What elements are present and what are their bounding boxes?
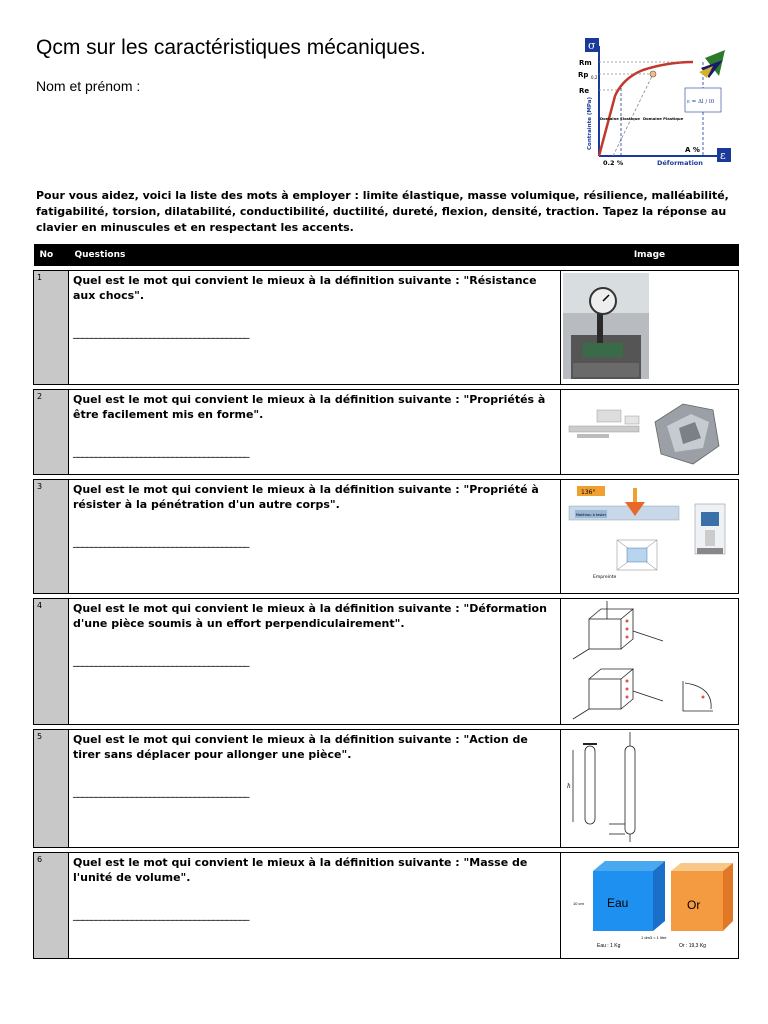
eau-mass-label: Eau : 1 Kg bbox=[597, 943, 621, 949]
volume-label: 1 dm3 = 1 litre bbox=[641, 935, 667, 940]
row-number: 4 bbox=[34, 599, 69, 725]
answer-line[interactable]: _______________________________________ bbox=[73, 535, 249, 548]
image-cell bbox=[561, 853, 739, 959]
hardness-imprint-label: Empreinte bbox=[593, 575, 617, 580]
answer-line[interactable]: _______________________________________ bbox=[73, 908, 249, 921]
impact-tester-photo bbox=[563, 273, 649, 379]
question-cell bbox=[69, 480, 561, 594]
eau-label: Eau bbox=[607, 896, 629, 910]
question-text: Quel est le mot qui convient le mieux à la définition suivante : "Propriétés à être facilement mis en forme". bbox=[73, 393, 546, 421]
page-title: Qcm sur les caractéristiques mécaniques. bbox=[36, 36, 426, 59]
epsilon-label: ε bbox=[720, 149, 726, 162]
density-cubes-diagram bbox=[563, 855, 735, 955]
y-axis-label: Contrainte (MPa) bbox=[587, 97, 593, 150]
table-header-row bbox=[34, 244, 739, 266]
rp-subscript: 0,2 bbox=[591, 75, 598, 80]
image-cell bbox=[561, 480, 739, 594]
rp-label: Rp bbox=[578, 71, 589, 79]
header-image: Image bbox=[561, 244, 739, 266]
answer-line[interactable]: _______________________________________ bbox=[73, 326, 249, 339]
question-text: Quel est le mot qui convient le mieux à la définition suivante : "Masse de l'unité de volume". bbox=[73, 856, 528, 884]
image-cell bbox=[561, 390, 739, 475]
or-mass-label: Or : 19,3 Kg bbox=[679, 943, 706, 949]
question-cell bbox=[69, 390, 561, 475]
answer-line[interactable]: _______________________________________ bbox=[73, 654, 249, 667]
table-row bbox=[34, 599, 739, 725]
elastic-zone-label: Domaine Elastique bbox=[600, 116, 641, 121]
question-text: Quel est le mot qui convient le mieux à la définition suivante : "Déformation d'une pièce soumis à un effort perpendiculairement". bbox=[73, 602, 547, 630]
plastic-zone-label: Domaine Plastique bbox=[643, 116, 684, 121]
a-percent-label: A % bbox=[685, 146, 700, 154]
offset-label: 0.2 % bbox=[603, 159, 624, 167]
hardness-material-label: Matériau à tester bbox=[576, 513, 607, 517]
image-cell bbox=[561, 730, 739, 848]
re-label: Re bbox=[579, 87, 590, 95]
row-number: 5 bbox=[34, 730, 69, 848]
question-text: Quel est le mot qui convient le mieux à la définition suivante : "Résistance aux chocs". bbox=[73, 274, 537, 302]
question-cell bbox=[69, 730, 561, 848]
cube-dimension-label: 10 cm bbox=[573, 901, 584, 906]
row-number: 3 bbox=[34, 480, 69, 594]
table-row bbox=[34, 390, 739, 475]
sigma-label: σ bbox=[588, 39, 596, 52]
table-row bbox=[34, 853, 739, 959]
answer-line[interactable]: _______________________________________ bbox=[73, 445, 249, 458]
malleable-metal-photo bbox=[563, 392, 735, 472]
x-axis-label: Déformation bbox=[657, 159, 703, 167]
or-label: Or bbox=[687, 898, 701, 912]
flexion-diagram bbox=[563, 601, 735, 721]
table-row bbox=[34, 271, 739, 385]
row-number: 2 bbox=[34, 390, 69, 475]
row-number: 1 bbox=[34, 271, 69, 385]
row-number: 6 bbox=[34, 853, 69, 959]
table-row bbox=[34, 730, 739, 848]
qcm-table bbox=[33, 244, 739, 959]
question-text: Quel est le mot qui convient le mieux à la définition suivante : "Propriété à résister à la pénétration d'un autre corps". bbox=[73, 483, 539, 511]
table-row bbox=[34, 480, 739, 594]
question-cell bbox=[69, 271, 561, 385]
traction-diagram bbox=[563, 732, 735, 844]
header-no: No bbox=[34, 244, 69, 266]
image-cell bbox=[561, 599, 739, 725]
svg-text:h: h bbox=[567, 783, 571, 790]
question-cell bbox=[69, 853, 561, 959]
answer-line[interactable]: _______________________________________ bbox=[73, 785, 249, 798]
rm-label: Rm bbox=[579, 59, 592, 67]
stress-strain-illustration bbox=[573, 38, 733, 168]
image-cell bbox=[561, 271, 739, 385]
question-text: Quel est le mot qui convient le mieux à la définition suivante : "Action de tirer sans déplacer pour allonger une pièce". bbox=[73, 733, 528, 761]
hardness-angle-label: 136° bbox=[581, 489, 596, 496]
header-questions: Questions bbox=[69, 244, 561, 266]
instructions: Pour vous aidez, voici la liste des mots à employer : limite élastique, masse volumique, résilience, malléabilité, fatigabilité, torsion, dilatabilité, conductibilité, ductilité, dureté, flexion, densité, traction. Tapez la réponse au clavier en minuscules et en respectant les accents. bbox=[36, 189, 729, 234]
strain-formula: ε = Δl / l0 bbox=[687, 99, 715, 105]
name-label: Nom et prénom : bbox=[36, 78, 141, 94]
hardness-test-diagram bbox=[563, 482, 735, 590]
question-cell bbox=[69, 599, 561, 725]
